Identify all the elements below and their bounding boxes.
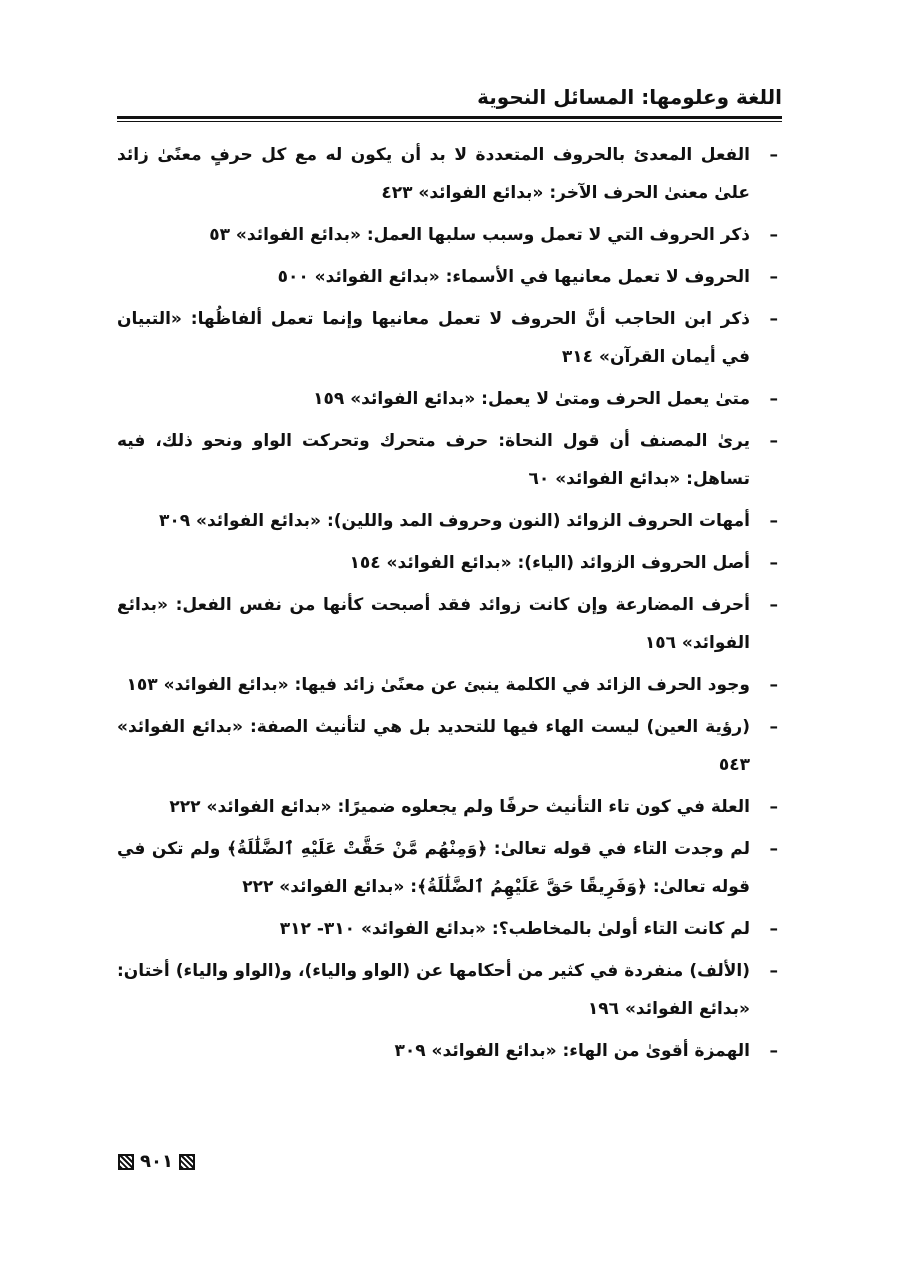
- list-item: [117, 380, 782, 418]
- page-footer: [118, 1152, 195, 1172]
- list-bullet: –: [769, 717, 778, 737]
- list-bullet: –: [769, 919, 778, 939]
- list-bullet: –: [769, 961, 778, 981]
- ornament-icon: [118, 1154, 134, 1170]
- entry-text: يرىٰ المصنف أن قول النحاة: حرف متحرك وتحركت الواو ونحو ذلك، فيه تساهل: «بدائع الفوائد» ٦٠: [117, 431, 750, 489]
- ornament-icon: [179, 1154, 195, 1170]
- entry-text: وجود الحرف الزائد في الكلمة ينبئ عن معنًىٰ زائد فيها: «بدائع الفوائد» ١٥٣: [126, 675, 750, 695]
- list-item: [117, 830, 782, 906]
- list-bullet: –: [769, 595, 778, 615]
- list-item: [117, 666, 782, 704]
- entry-text: ذكر الحروف التي لا تعمل وسبب سلبها العمل: «بدائع الفوائد» ٥٣: [209, 225, 750, 245]
- list-bullet: –: [769, 511, 778, 531]
- list-bullet: –: [769, 389, 778, 409]
- list-item: [117, 586, 782, 662]
- entry-text: الهمزة أقوىٰ من الهاء: «بدائع الفوائد» ٣٠٩: [394, 1041, 750, 1061]
- list-bullet: –: [769, 431, 778, 451]
- list-bullet: –: [769, 797, 778, 817]
- list-item: [117, 422, 782, 498]
- list-bullet: –: [769, 675, 778, 695]
- entry-text: الحروف لا تعمل معانيها في الأسماء: «بدائع الفوائد» ٥٠٠: [277, 267, 750, 287]
- list-item: [117, 952, 782, 1028]
- entry-text: (رؤية العين) ليست الهاء فيها للتحديد بل هي لتأنيث الصفة: «بدائع الفوائد» ٥٤٣: [117, 717, 750, 775]
- list-item: [117, 544, 782, 582]
- list-item: [117, 258, 782, 296]
- header-rule-thin: [117, 121, 782, 122]
- list-item: [117, 1032, 782, 1070]
- running-header: اللغة وعلومها: المسائل النحوية: [477, 85, 782, 109]
- list-bullet: –: [769, 145, 778, 165]
- list-item: [117, 708, 782, 784]
- entry-text: ذكر ابن الحاجب أنَّ الحروف لا تعمل معانيها وإنما تعمل ألفاظُها: «التبيان في أيمان القرآن» ٣١٤: [117, 309, 750, 367]
- list-item: [117, 216, 782, 254]
- entry-text: (الألف) منفردة في كثير من أحكامها عن (الواو والياء)، و(الواو والياء) أختان: «بدائع الفوائد» ١٩٦: [117, 961, 750, 1019]
- list-bullet: –: [769, 553, 778, 573]
- list-item: [117, 788, 782, 826]
- list-bullet: –: [769, 1041, 778, 1061]
- entry-text: لم وجدت التاء في قوله تعالىٰ: ﴿وَمِنْهُم مَّنْ حَقَّتْ عَلَيْهِ ٱلضَّلَٰلَةُ﴾ ولم تكن في قوله تعالىٰ: ﴿وَفَرِيقًا حَقَّ عَلَيْهِمُ ٱلضَّلَٰلَةُ﴾: «بدائع الفوائد» ٢٢٢: [117, 839, 750, 897]
- list-bullet: –: [769, 225, 778, 245]
- list-bullet: –: [769, 839, 778, 859]
- header-rule: [117, 116, 782, 119]
- entry-text: أمهات الحروف الزوائد (النون وحروف المد واللين): «بدائع الفوائد» ٣٠٩: [158, 511, 750, 531]
- list-item: [117, 502, 782, 540]
- page-number: ٩٠١: [140, 1151, 173, 1172]
- list-item: [117, 136, 782, 212]
- list-bullet: –: [769, 309, 778, 329]
- entry-text: لم كانت التاء أولىٰ بالمخاطب؟: «بدائع الفوائد» ٣١٠- ٣١٢: [279, 919, 750, 939]
- list-bullet: –: [769, 267, 778, 287]
- entry-text: العلة في كون تاء التأنيث حرفًا ولم يجعلوه ضميرًا: «بدائع الفوائد» ٢٢٢: [169, 797, 750, 817]
- entry-text: أحرف المضارعة وإن كانت زوائد فقد أصبحت كأنها من نفس الفعل: «بدائع الفوائد» ١٥٦: [117, 595, 750, 653]
- entry-text: الفعل المعدئ بالحروف المتعددة لا بد أن يكون له مع كل حرفٍ معنًىٰ زائد علىٰ معنىٰ الحرف الآخر: «بدائع الفوائد» ٤٢٣: [117, 145, 750, 203]
- list-item: [117, 300, 782, 376]
- entry-text: متىٰ يعمل الحرف ومتىٰ لا يعمل: «بدائع الفوائد» ١٥٩: [313, 389, 750, 409]
- entry-list: [117, 136, 782, 1074]
- entry-text: أصل الحروف الزوائد (الياء): «بدائع الفوائد» ١٥٤: [349, 553, 750, 573]
- list-item: [117, 910, 782, 948]
